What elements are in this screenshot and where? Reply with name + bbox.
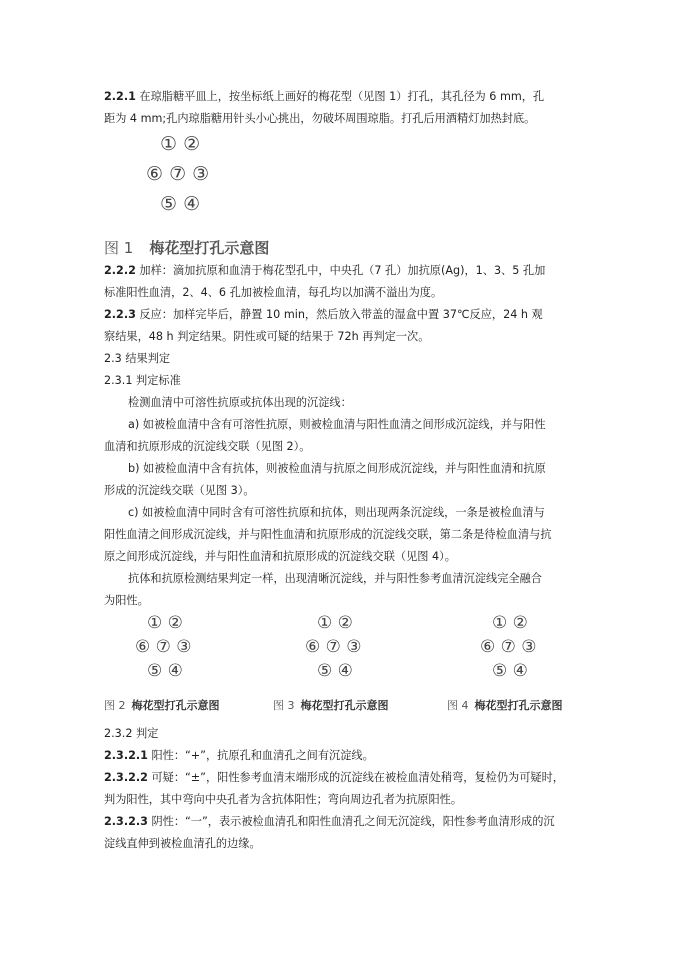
item-c-line1: c) 如被检血清中同时含有可溶性抗原和抗体，则出现两条沉淀线，一条是被检血清与 — [128, 506, 545, 519]
figure3-row1: ① ② — [317, 613, 353, 633]
figure3-caption — [273, 697, 389, 713]
section-number: 2.2.3 — [104, 308, 136, 321]
caption-number: 图 4 — [447, 699, 469, 712]
caption-number: 图 2 — [104, 699, 126, 712]
caption-text: 梅花型打孔示意图 — [300, 699, 389, 712]
caption-text: 梅花型打孔示意图 — [474, 699, 563, 712]
paragraph-text: 阴性：“一”，表示被检血清孔和阳性血清孔之间无沉淀线，阳性参考血清形成的沉 — [147, 815, 555, 828]
figure1-row2: ⑥ ⑦ ③ — [146, 163, 210, 185]
item-c-line3: 原之间形成沉淀线，并与阳性血清和抗原形成的沉淀线交联（见图 4）。 — [104, 550, 456, 563]
figure4-caption — [447, 697, 563, 713]
item-b-line1: b) 如被检血清中含有抗体，则被检血清与抗原之间形成沉淀线，并与阳性血清和抗原 — [128, 462, 546, 475]
figure1-caption — [104, 237, 269, 258]
paragraph-2-2-1-line1 — [104, 86, 582, 108]
suspicious-judgement-line2: 判为阳性，其中弯向中央孔者为含抗体阳性；弯向周边孔者为抗原阳性。 — [104, 793, 463, 806]
item-c-line2: 阳性血清之间形成沉淀线，并与阳性血清和抗原形成的沉淀线交联，第二条是待检血清与抗 — [104, 528, 552, 541]
positive-criterion-line2: 为阳性。 — [104, 594, 149, 607]
caption-text: 梅花型打孔示意图 — [149, 239, 270, 257]
paragraph-text: 反应：加样完毕后，静置 10 min，然后放入带盖的湿盒中置 37℃反应，24 h 观 — [135, 308, 543, 321]
caption-number: 图 3 — [273, 699, 295, 712]
paragraph-2-2-2-line1 — [104, 260, 582, 282]
figure3-row3: ⑤ ④ — [317, 661, 353, 681]
figure2-caption — [104, 697, 220, 713]
paragraph-text: 可疑：“±”，阳性参考血清末端形成的沉淀线在被检血清处稍弯，复检仍为可疑时， — [147, 771, 564, 784]
heading-2-3: 2.3 结果判定 — [104, 352, 171, 365]
paragraph-text: 加样：滴加抗原和血清于梅花型孔中，中央孔（7 孔）加抗原(Ag)，1、3、5 孔加 — [135, 264, 546, 277]
figure1-row3: ⑤ ④ — [160, 193, 201, 215]
intro-text: 检测血清中可溶性抗原或抗体出现的沉淀线： — [128, 396, 352, 409]
caption-number: 图 1 — [104, 239, 134, 257]
positive-judgement — [104, 745, 582, 767]
section-number: 2.3.2.1 — [104, 749, 148, 762]
negative-judgement-line1 — [104, 811, 582, 833]
paragraph-text: 在琼脂糖平皿上，按坐标纸上画好的梅花型（见图 1）打孔，其孔径为 6 mm，孔 — [135, 90, 545, 103]
paragraph-2-2-2-line2: 标准阳性血清，2、4、6 孔加被检血清，每孔均以加满不溢出为度。 — [104, 286, 443, 299]
positive-criterion-line1: 抗体和抗原检测结果判定一样，出现清晰沉淀线，并与阳性参考血清沉淀线完全融合 — [128, 572, 542, 585]
item-a-line2: 血清和抗原形成的沉淀线交联（见图 2）。 — [104, 440, 311, 453]
figure4-row2: ⑥ ⑦ ③ — [480, 637, 537, 657]
item-a-line1: a) 如被检血清中含有可溶性抗原，则被检血清与阳性血清之间形成沉淀线，并与阳性 — [128, 418, 546, 431]
paragraph-2-2-1-line2: 距为 4 mm;孔内琼脂糖用针头小心挑出，勿破坏周围琼脂。打孔后用酒精灯加热封底。 — [104, 112, 536, 125]
paragraph-2-2-3-line2: 察结果，48 h 判定结果。阴性或可疑的结果于 72h 再判定一次。 — [104, 330, 430, 343]
section-number: 2.3.2.2 — [104, 771, 148, 784]
section-number: 2.3.2.3 — [104, 815, 148, 828]
item-b-line2: 形成的沉淀线交联（见图 3）。 — [104, 484, 255, 497]
paragraph-text: 阳性：“+”，抗原孔和血清孔之间有沉淀线。 — [147, 749, 374, 762]
figure2-row2: ⑥ ⑦ ③ — [135, 637, 192, 657]
figure3-row2: ⑥ ⑦ ③ — [305, 637, 362, 657]
negative-judgement-line2: 淀线直伸到被检血清孔的边缘。 — [104, 837, 261, 850]
figure2-row1: ① ② — [147, 613, 183, 633]
figure2-row3: ⑤ ④ — [147, 661, 183, 681]
heading-2-3-2: 2.3.2 判定 — [104, 727, 159, 740]
figure1-row1: ① ② — [160, 133, 201, 155]
paragraph-2-2-3-line1 — [104, 304, 582, 326]
suspicious-judgement-line1 — [104, 767, 582, 789]
section-number: 2.2.2 — [104, 264, 136, 277]
section-number: 2.2.1 — [104, 90, 136, 103]
caption-text: 梅花型打孔示意图 — [131, 699, 220, 712]
figure4-row1: ① ② — [492, 613, 528, 633]
figure4-row3: ⑤ ④ — [492, 661, 528, 681]
heading-2-3-1: 2.3.1 判定标准 — [104, 374, 181, 387]
